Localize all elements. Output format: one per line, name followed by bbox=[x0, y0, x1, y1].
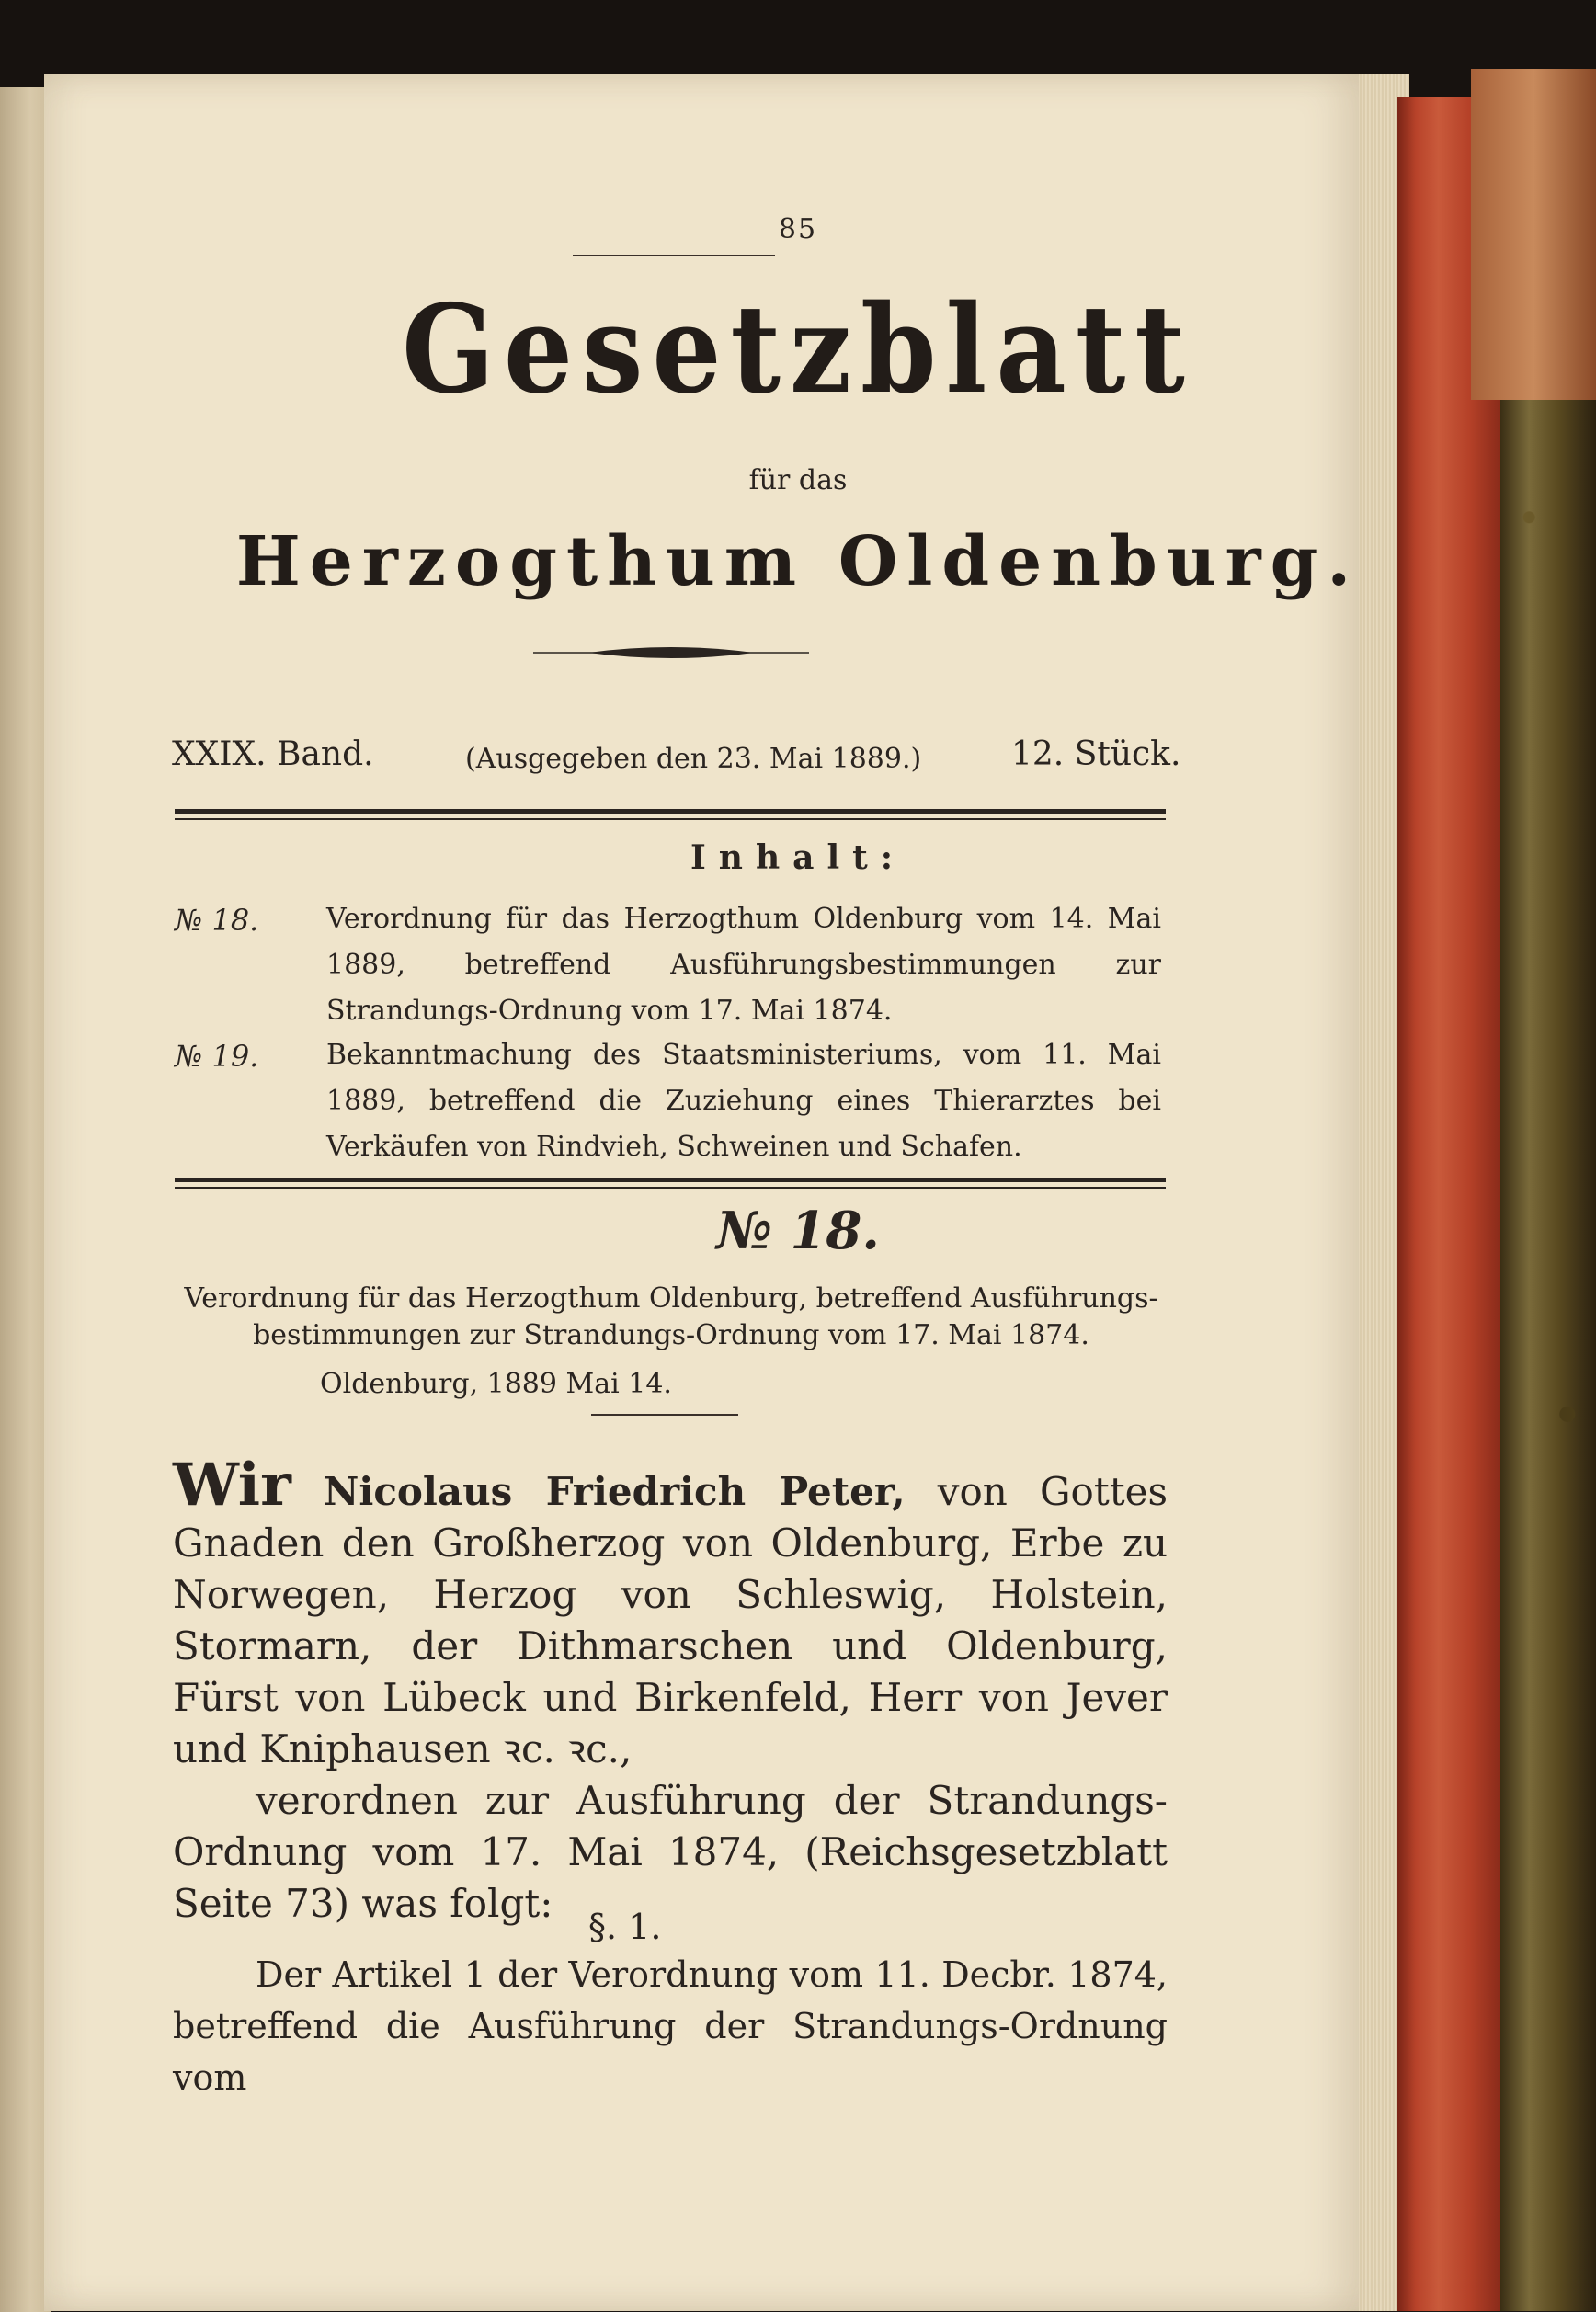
title-connector: für das bbox=[748, 464, 848, 496]
facing-page-edge bbox=[0, 87, 51, 2312]
page-subtitle: Herzogthum Oldenburg. bbox=[235, 522, 1361, 601]
divider-thin bbox=[175, 818, 1166, 820]
initial-word: Wir bbox=[173, 1451, 291, 1520]
volume-label: XXIX. Band. bbox=[172, 735, 374, 773]
section-rule bbox=[591, 1414, 738, 1416]
contents-heading: Inhalt: bbox=[690, 838, 906, 877]
section-title: Verordnung für das Herzogthum Oldenburg, betreffend Ausführungs-bestimmungen zur Strandungs-Ordnung vom 17. Mai 1874. bbox=[184, 1282, 1158, 1351]
toc-number: № 18. bbox=[175, 903, 259, 938]
ornament-rule bbox=[533, 634, 809, 671]
divider-thick bbox=[175, 809, 1166, 814]
divider-thick bbox=[175, 1178, 1166, 1182]
article-text bbox=[173, 1949, 1168, 2103]
page-number: 85 bbox=[778, 213, 818, 245]
decree-intro: verordnen zur Ausführung der Strandungs-Ordnung vom 17. Mai 1874, (Reichsgesetzblatt Seite 73) was folgt: bbox=[173, 1778, 1168, 1926]
toc-entry-text: Verordnung für das Herzogthum Oldenburg vom 14. Mai 1889, betreffend Ausführungsbestimmungen zur Strandungs-Ordnung vom 17. Mai 1874. bbox=[326, 903, 1161, 1027]
header-rule bbox=[573, 255, 775, 256]
divider-thin bbox=[175, 1187, 1166, 1189]
toc-entry-text: Bekanntmachung des Staatsministeriums, vom 11. Mai 1889, betreffend die Zuziehung eines Thierarztes bei Verkäufen von Rindvieh, Schweinen und Schafen. bbox=[326, 1039, 1161, 1163]
sovereign-name: Nicolaus Friedrich Peter, bbox=[323, 1469, 906, 1514]
section-number: № 18. bbox=[716, 1201, 880, 1261]
article-body: Der Artikel 1 der Verordnung vom 11. Decbr. 1874, betreffend die Ausführung der Strandungs-Ordnung vom bbox=[173, 1954, 1168, 2098]
toc-number: № 19. bbox=[175, 1039, 259, 1074]
section-date: Oldenburg, 1889 Mai 14. bbox=[320, 1368, 672, 1400]
issue-date: (Ausgegeben den 23. Mai 1889.) bbox=[465, 743, 922, 775]
paragraph-number: §. 1. bbox=[588, 1907, 662, 1947]
decree-preamble bbox=[173, 1451, 1168, 1930]
page-title: Gesetzblatt bbox=[402, 277, 1194, 421]
sovereign-titles: von Gottes Gnaden den Großherzog von Oldenburg, Erbe zu Norwegen, Herzog von Schleswig, Holstein, Stormarn, der Dithmarschen und Oldenburg, Fürst von Lübeck und Birkenfeld, Herr von Jever und Kniphausen ꝛc. ꝛc., bbox=[173, 1469, 1168, 1771]
piece-label: 12. Stück. bbox=[1011, 735, 1181, 773]
